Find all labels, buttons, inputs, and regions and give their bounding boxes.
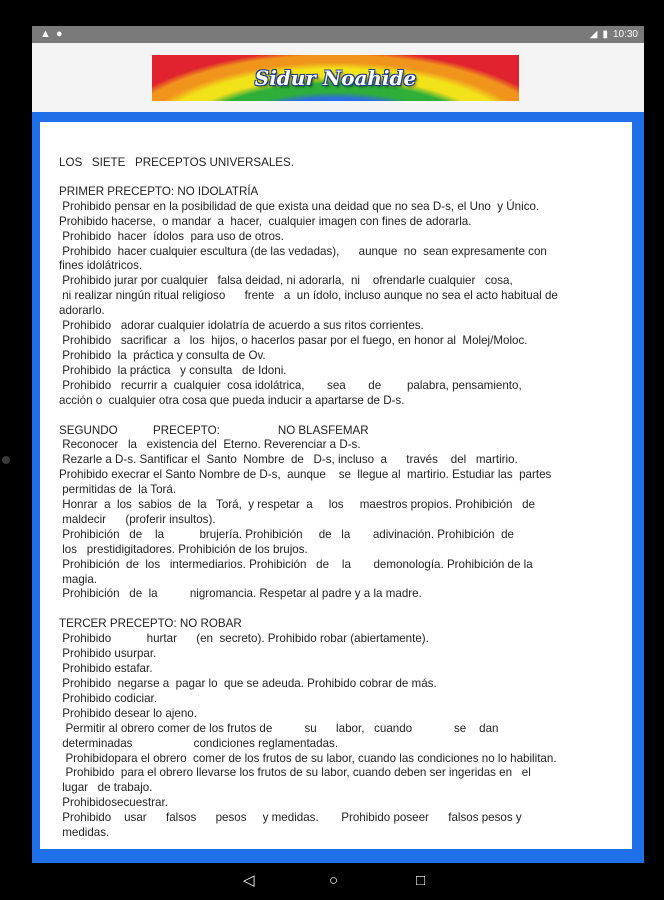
section-gap: [59, 602, 627, 617]
document-line: Permitir al obrero comer de los frutos de su labor, cuando se dan: [59, 721, 499, 735]
document-line: magia.: [59, 572, 98, 586]
document-line: Prohibido codiciar.: [59, 691, 157, 705]
document-line: Prohibido la práctica y consulta de Ov.: [59, 348, 266, 362]
document-line: ni realizar ningún ritual religioso frente a un ídolo, incluso aunque no sea el acto habitual de: [59, 289, 558, 303]
document-line: Prohibido adorar cualquier idolatría de acuerdo a sus ritos corrientes.: [59, 319, 424, 333]
document-line: Prohibido usurpar.: [59, 647, 157, 661]
document-line: Prohibición de la nigromancia. Respetar al padre y a la madre.: [59, 587, 422, 601]
document-line: Prohibidopara el obrero comer de los frutos de su labor, cuando las condiciones no lo habilitan.: [59, 751, 557, 765]
document-line: Reconocer la existencia del Eterno. Reverenciar a D-s.: [59, 438, 361, 452]
status-bar: [32, 26, 644, 43]
document-line: Prohibición de la brujería. Prohibición de la adivinación. Prohibición de: [59, 527, 514, 541]
document-line: los prestidigitadores. Prohibición de los brujos.: [59, 542, 308, 556]
document-line: Prohibido sacrificar a los hijos, o hacerlos pasar por el fuego, en honor al Molej/Moloc.: [59, 333, 528, 347]
section-gap: [59, 409, 627, 424]
back-icon[interactable]: ◁: [243, 872, 255, 889]
document-line: Prohibido la práctica y consulta de Idoni.: [59, 363, 287, 377]
document-line: lugar de trabajo.: [59, 781, 153, 795]
document-line: Prohibido pensar en la posibilidad de que exista una deidad que no sea D-s, el Uno y Único.: [59, 199, 540, 213]
app-header: [32, 43, 644, 123]
document-line: Honrar a los sabios de la Torá, y respetar a los maestros propios. Prohibición de: [59, 498, 535, 512]
document-line: Prohibido usar falsos pesos y medidas. Prohibido poseer falsos pesos y: [59, 811, 522, 825]
warning-icon: ▲: [40, 28, 51, 40]
section-heading: PRIMER PRECEPTO: NO IDOLATRÍA: [59, 184, 259, 198]
battery-icon: ▮: [602, 29, 608, 40]
document-title: LOS SIETE PRECEPTOS UNIVERSALES.: [59, 156, 294, 169]
document-text: [59, 156, 627, 841]
chat-icon: ●: [55, 28, 63, 40]
document-line: Prohibido hurtar (en secreto). Prohibido robar (abiertamente).: [59, 632, 429, 646]
document-line: Prohibido hacer ídolos para uso de otros.: [59, 229, 284, 243]
app-title: Sidur Noahide: [254, 66, 417, 90]
document-line: Prohibido hacer cualquier escultura (de las vedadas), aunque no sean expresamente con: [59, 244, 547, 258]
document-line: Prohibido negarse a pagar lo que se adeuda. Prohibido cobrar de más.: [59, 677, 437, 690]
device-screen: [32, 26, 644, 863]
rainbow-banner: [152, 55, 519, 101]
document-line: adorarlo.: [59, 304, 105, 318]
home-icon[interactable]: ○: [329, 872, 339, 889]
document-line: permitidas de la Torá.: [59, 483, 177, 497]
document-line: Prohibido estafar.: [59, 662, 153, 676]
document-line: maldecir (proferir insultos).: [59, 512, 216, 526]
content-frame: [32, 112, 644, 863]
document-line: determinadas condiciones reglamentadas.: [59, 736, 339, 750]
document-line: Prohibido hacerse, o mandar a hacer, cualquier imagen con fines de adorarla.: [59, 214, 472, 228]
document-line: acción o cualquier otra cosa que pueda inducir a apartarse de D-s.: [59, 393, 405, 407]
document-line: Prohibido desear lo ajeno.: [59, 706, 197, 720]
document-line: Prohibido recurrir a cualquier cosa idolátrica, sea de palabra, pensamiento,: [59, 378, 522, 392]
document-line: medidas.: [59, 826, 110, 840]
document-view[interactable]: [40, 122, 632, 849]
document-line: Prohibido para el obrero llevarse los frutos de su labor, cuando deben ser ingeridas en el: [59, 766, 531, 780]
recents-icon[interactable]: □: [416, 872, 426, 889]
document-line: Rezarle a D-s. Santificar el Santo Nombre de D-s, incluso a través del martirio.: [59, 453, 518, 467]
document-line: Prohibidosecuestrar.: [59, 796, 168, 810]
document-line: fines idolátricos.: [59, 259, 143, 273]
side-handle: [2, 456, 10, 464]
document-line: Prohibido jurar por cualquier falsa deidad, ni adorarla, ni ofrendarle cualquier cosa,: [59, 274, 513, 288]
section-heading: SEGUNDO PRECEPTO: NO BLASFEMAR: [59, 423, 369, 437]
section-heading: TERCER PRECEPTO: NO ROBAR: [59, 617, 242, 631]
status-time: 10:30: [612, 29, 638, 40]
document-line: Prohibido execrar el Santo Nombre de D-s, aunque se llegue al martirio. Estudiar las partes: [59, 468, 552, 482]
document-line: Prohibición de los intermediarios. Prohibición de la demonología. Prohibición de la: [59, 557, 533, 571]
navigation-bar: [0, 863, 664, 900]
signal-icon: ◢: [589, 29, 598, 40]
